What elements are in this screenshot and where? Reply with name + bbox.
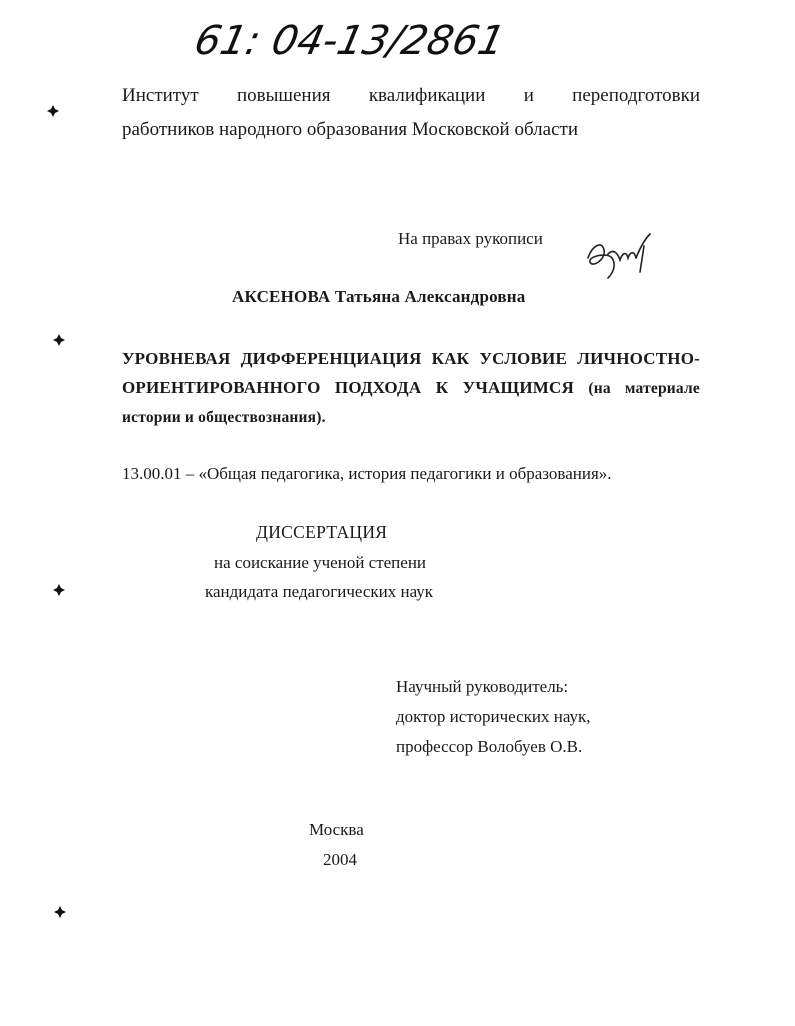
manuscript-rights: На правах рукописи <box>398 229 543 248</box>
institute-line-1: Институт повышения квалификации и переподготовки <box>122 85 700 106</box>
title-line-3: истории и обществознания). <box>122 409 326 426</box>
title-line-2 <box>122 373 700 403</box>
document-type: ДИССЕРТАЦИЯ <box>256 522 388 542</box>
supervisor-degree: доктор исторических наук, <box>396 707 591 726</box>
supervisor-name: профессор Волобуев О.В. <box>396 737 583 756</box>
title-line-2-tail: (на материале <box>588 380 700 397</box>
supervisor-block <box>396 672 591 762</box>
binding-hole-icon <box>53 905 67 919</box>
handwritten-catalog-number <box>190 10 510 70</box>
binding-hole-icon <box>52 583 66 597</box>
author-name: АКСЕНОВА Татьяна Александровна <box>232 287 526 306</box>
title-line-1: УРОВНЕВАЯ ДИФФЕРЕНЦИАЦИЯ КАК УСЛОВИЕ ЛИЧНОСТНО- <box>122 349 700 368</box>
year: 2004 <box>323 850 357 869</box>
binding-hole-icon <box>46 104 60 118</box>
degree-line-2: кандидата педагогических наук <box>205 582 434 601</box>
signature-icon <box>578 228 658 288</box>
institute-line-2: работников народного образования Московской области <box>122 119 578 140</box>
handwritten-number-text: 61: 04-13/2861 <box>190 16 510 64</box>
degree-line-1: на соискание ученой степени <box>214 553 427 572</box>
title-line-2-main: ОРИЕНТИРОВАННОГО ПОДХОДА К УЧАЩИМСЯ <box>122 378 575 397</box>
binding-hole-icon <box>52 333 66 347</box>
city: Москва <box>309 820 364 839</box>
supervisor-label: Научный руководитель: <box>396 677 569 696</box>
specialty-code: 13.00.01 – «Общая педагогика, история педагогики и образования». <box>122 464 612 483</box>
dissertation-title <box>122 344 700 432</box>
